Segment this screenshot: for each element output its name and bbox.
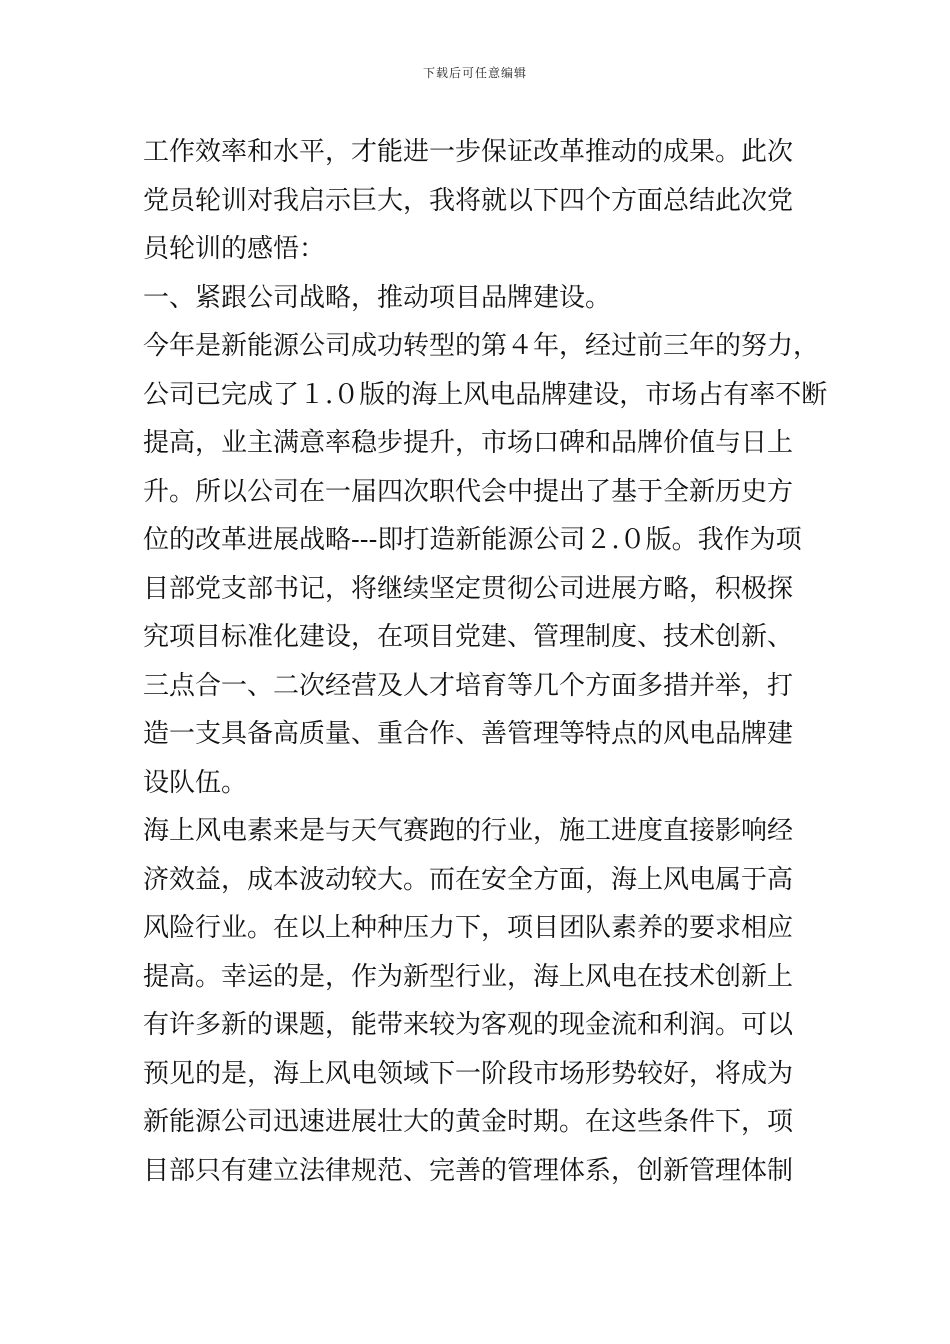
text-line: 究项目标准化建设，在项目党建、管理制度、技术创新、 — [143, 622, 794, 652]
text-line: 党员轮训对我启示巨大，我将就以下四个方面总结此次党 — [143, 185, 794, 216]
body-text — [143, 128, 828, 1195]
text-line: 风险行业。在以上种种压力下，项目团队素养的要求相应 — [143, 913, 794, 943]
text-line: 目部只有建立法律规范、完善的管理体系，创新管理体制 — [143, 1155, 794, 1186]
text-line: 预见的是，海上风电领域下一阶段市场形势较好，将成为 — [143, 1058, 794, 1089]
text-line: 济效益，成本波动较大。而在安全方面，海上风电属于高 — [143, 864, 794, 895]
text-line: 三点合一、二次经营及人才培育等几个方面多措并举，打 — [143, 670, 794, 701]
text-line: 设队伍。 — [143, 767, 248, 798]
text-line: 新能源公司迅速进展壮大的黄金时期。在这些条件下，项 — [143, 1107, 794, 1137]
text-line: 升。所以公司在一届四次职代会中提出了基于全新历史方 — [143, 476, 794, 507]
text-line: 今年是新能源公司成功转型的第４年，经过前三年的努力， — [143, 331, 820, 361]
text-line: 海上风电素来是与天气赛跑的行业，施工进度直接影响经 — [143, 816, 794, 846]
section-heading: 一、紧跟公司战略，推动项目品牌建设。 — [143, 282, 612, 313]
text-line: 员轮训的感悟： — [143, 234, 326, 264]
text-line: 公司已完成了１.０版的海上风电品牌建设，市场占有率不断 — [143, 379, 828, 410]
text-line: 造一支具备高质量、重合作、善管理等特点的风电品牌建 — [143, 719, 794, 749]
text-line: 工作效率和水平，才能进一步保证改革推动的成果。此次 — [143, 137, 794, 167]
page-header-note: 下载后可任意编辑 — [422, 66, 527, 80]
text-line: 有许多新的课题，能带来较为客观的现金流和利润。可以 — [143, 1010, 794, 1040]
text-line: 提高，业主满意率稳步提升，市场口碑和品牌价值与日上 — [143, 428, 794, 458]
text-line: 目部党支部书记，将继续坚定贯彻公司进展方略，积极探 — [143, 573, 794, 604]
text-line: 位的改革进展战略---即打造新能源公司２.０版。我作为项 — [143, 525, 802, 555]
text-line: 提高。幸运的是，作为新型行业，海上风电在技术创新上 — [143, 961, 794, 992]
